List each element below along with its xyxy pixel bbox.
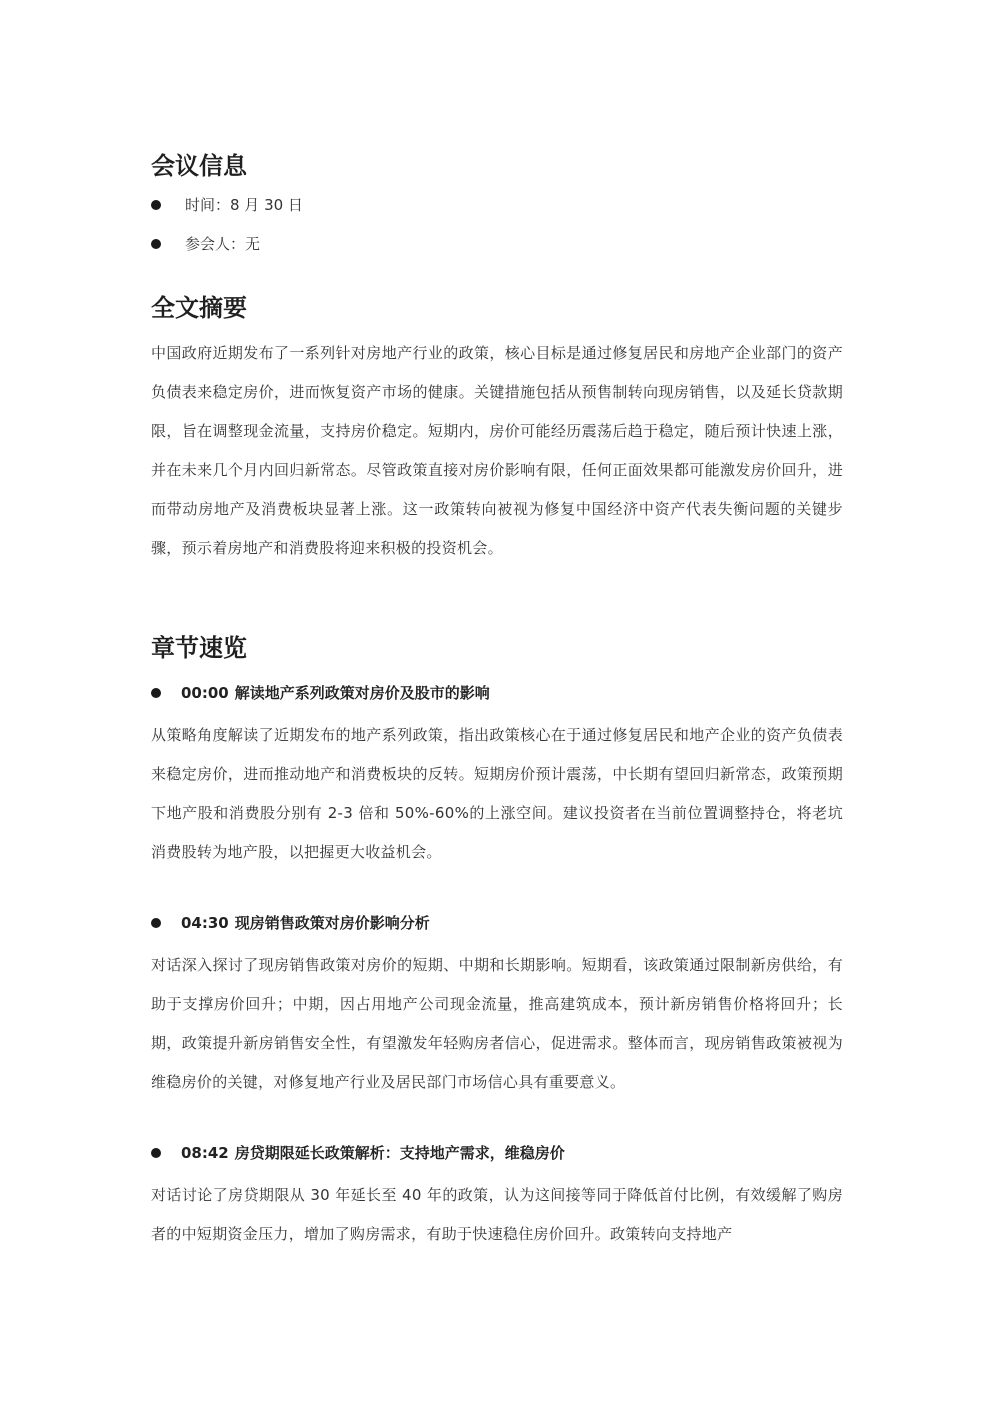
chapter-item (151, 678, 843, 872)
chapter-body: 从策略角度解读了近期发布的地产系列政策，指出政策核心在于通过修复居民和地产企业的资产负债表来稳定房价，进而推动地产和消费板块的反转。短期房价预计震荡，中长期有望回归新常态，政策预期下地产股和消费股分别有 2-3 倍和 50%-60%的上涨空间。建议投资者在当前位置调整持仓，将老坑消费股转为地产股，以把握更大收益机会。 (151, 726, 843, 861)
chapter-body: 对话深入探讨了现房销售政策对房价的短期、中期和长期影响。短期看，该政策通过限制新房供给，有助于支撑房价回升；中期，因占用地产公司现金流量，推高建筑成本，预计新房销售价格将回升；长期，政策提升新房销售安全性，有望激发年轻购房者信心，促进需求。整体而言，现房销售政策被视为维稳房价的关键，对修复地产行业及居民部门市场信心具有重要意义。 (151, 956, 843, 1091)
chapter-heading-text: 房贷期限延长政策解析：支持地产需求，维稳房价 (234, 1144, 565, 1162)
meeting-time-item (151, 192, 843, 231)
meeting-attendees-item (151, 231, 843, 270)
chapter-body: 对话讨论了房贷期限从 30 年延长至 40 年的政策，认为这间接等同于降低首付比例，有效缓解了购房者的中短期资金压力，增加了购房需求，有助于快速稳住房价回升。政策转向支持地产 (151, 1186, 843, 1243)
bullet-icon (151, 688, 161, 698)
document-content (151, 146, 843, 1254)
bullet-icon (151, 1148, 161, 1158)
chapter-timestamp: 04:30 (181, 914, 229, 932)
chapters-title: 章节速览 (151, 634, 247, 662)
bullet-icon (151, 918, 161, 928)
chapter-heading-text: 现房销售政策对房价影响分析 (234, 914, 430, 932)
chapter-timestamp: 08:42 (181, 1144, 229, 1162)
chapter-heading (151, 678, 843, 716)
meeting-info-list (151, 192, 843, 270)
chapter-heading (151, 908, 843, 946)
chapter-timestamp: 00:00 (181, 684, 229, 702)
bullet-icon (151, 239, 161, 249)
bullet-icon (151, 200, 161, 210)
meeting-info-title: 会议信息 (151, 152, 247, 180)
summary-body: 中国政府近期发布了一系列针对房地产行业的政策，核心目标是通过修复居民和房地产企业部门的资产负债表来稳定房价，进而恢复资产市场的健康。关键措施包括从预售制转向现房销售，以及延长贷款期限，旨在调整现金流量，支持房价稳定。短期内，房价可能经历震荡后趋于稳定，随后预计快速上涨，并在未来几个月内回归新常态。尽管政策直接对房价影响有限，任何正面效果都可能激发房价回升，进而带动房地产及消费板块显著上涨。这一政策转向被视为修复中国经济中资产代表失衡问题的关键步骤，预示着房地产和消费股将迎来积极的投资机会。 (151, 344, 843, 557)
meeting-time-text: 时间：8 月 30 日 (185, 196, 303, 214)
summary-title: 全文摘要 (151, 294, 247, 322)
chapter-heading-text: 解读地产系列政策对房价及股市的影响 (234, 684, 490, 702)
meeting-attendees-text: 参会人：无 (185, 235, 261, 253)
chapter-item (151, 1138, 843, 1254)
chapter-heading (151, 1138, 843, 1176)
chapter-item (151, 908, 843, 1102)
